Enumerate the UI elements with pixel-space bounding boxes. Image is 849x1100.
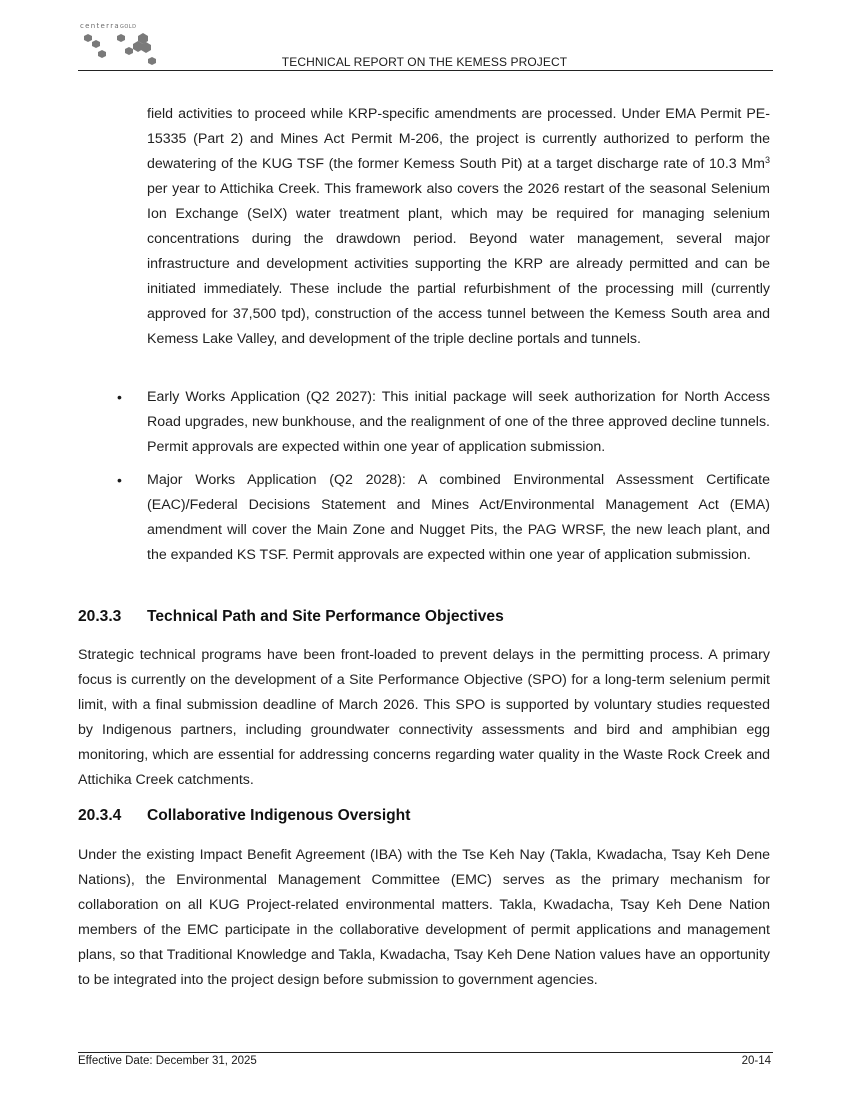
section-title: Technical Path and Site Performance Objectives	[147, 608, 504, 625]
logo-suffix: GOLD	[119, 24, 137, 30]
footer-page-number: 20-14	[741, 1055, 771, 1067]
section-title: Collaborative Indigenous Oversight	[147, 807, 411, 824]
bullet-marker-1: •	[117, 389, 122, 405]
section-heading-20-3-4	[78, 807, 410, 825]
report-title: TECHNICAL REPORT ON THE KEMESS PROJECT	[281, 55, 568, 69]
header-rule	[78, 70, 773, 71]
section-paragraph-20-3-4: Under the existing Impact Benefit Agreement (IBA) with the Tse Keh Nay (Takla, Kwadacha, Tsay Keh Dene Nations), the Environmental Management Committee (EMC) serves as the primary mechanism for collaboration on all KUG Project-related environmental matters. Takla, Kwadacha, Tsay Keh Dene Nation members of the EMC participate in the collaborative development of permit applications and management plans, so that Traditional Knowledge and Takla, Kwadacha, Tsay Keh Dene Nation values have an opportunity to be integrated into the project design before submission to government agencies.	[78, 847, 770, 988]
logo-name: centerra	[80, 22, 120, 30]
section-paragraph-20-3-3: Strategic technical programs have been front-loaded to prevent delays in the permitting process. A primary focus is currently on the development of a Site Performance Objective (SPO) for a long-term selenium permit limit, with a final submission deadline of March 2026. This SPO is supported by voluntary studies requested by Indigenous partners, including groundwater connectivity assessments and bird and amphibian egg monitoring, which are essential for addressing concerns regarding water quality in the Waste Rock Creek and Attichika Creek catchments.	[78, 647, 770, 788]
logo-wordmark	[80, 22, 136, 30]
bullet-item-major-works: Major Works Application (Q2 2028): A combined Environmental Assessment Certificate (EAC)/Federal Decisions Statement and Mines Act/Environmental Management Act (EMA) amendment will cover the Main Zone and Nugget Pits, the PAG WRSF, the new leach plant, and the expanded KS TSF. Permit approvals are expected within one year of application submission.	[147, 472, 770, 563]
section-number: 20.3.4	[78, 807, 122, 824]
bullet-marker-2: •	[117, 472, 122, 488]
section-number: 20.3.3	[78, 608, 122, 625]
footer-effective-date: Effective Date: December 31, 2025	[78, 1055, 257, 1067]
intro-text-part-1: field activities to proceed while KRP-specific amendments are processed. Under EMA Permit PE-15335 (Part 2) and Mines Act Permit M-206, the project is currently authorized to perform the dewatering of the KUG TSF (the former Kemess South Pit) at a target discharge rate of 10.3 Mm	[147, 106, 770, 172]
section-heading-20-3-3	[78, 608, 504, 626]
bullet-item-early-works: Early Works Application (Q2 2027): This initial package will seek authorization for North Access Road upgrades, new bunkhouse, and the realignment of one of the three approved decline tunnels. Permit approvals are expected within one year of application submission.	[147, 389, 770, 455]
intro-paragraph	[147, 102, 770, 352]
superscript-cubed: 3	[764, 155, 770, 165]
intro-text-part-2: per year to Attichika Creek. This framework also covers the 2026 restart of the seasonal Selenium Ion Exchange (SeIX) water treatment plant, which may be required for managing selenium concentrations during the drawdown period. Beyond water management, several major infrastructure and development activities supporting the KRP are already permitted and can be initiated immediately. These include the partial refurbishment of the processing mill (currently approved for 37,500 tpd), construction of the access tunnel between the Kemess South area and Kemess Lake Valley, and development of the triple decline portals and tunnels.	[147, 181, 770, 347]
footer-rule	[78, 1052, 773, 1053]
